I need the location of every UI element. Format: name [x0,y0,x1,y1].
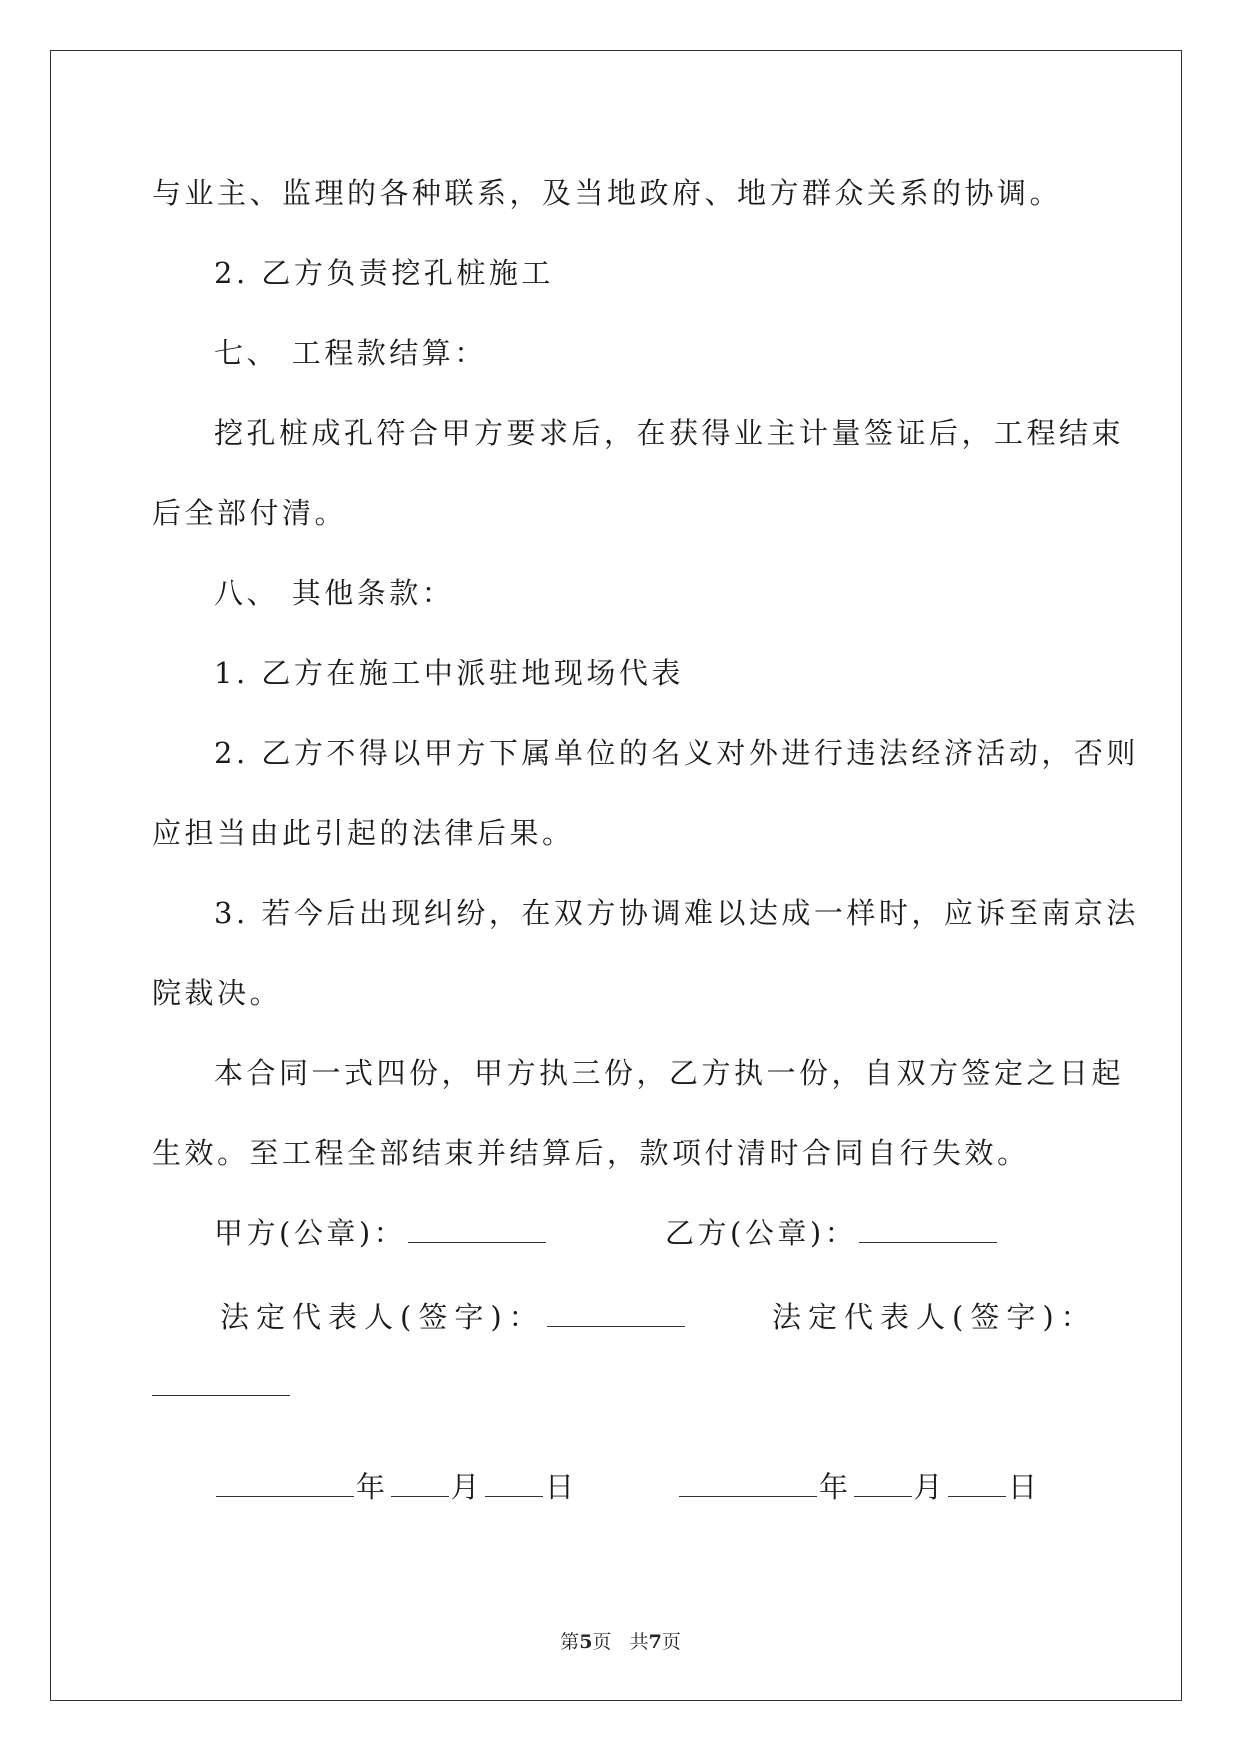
section-heading-other-terms: 八、 其他条款： [214,576,455,610]
page-border [50,50,1182,1701]
clause-3-dispute: 3. 若今后出现纠纷，在双方协调难以达成一样时，应诉至南京法 [214,896,1139,930]
year-blank-b[interactable] [679,1474,817,1497]
day-blank-b[interactable] [948,1474,1006,1497]
party-b-seal-row [665,1216,999,1250]
paragraph-line: 与业主、监理的各种联系，及当地政府、地方群众关系的协调。 [152,176,1063,210]
footer-total-suffix: 页 [661,1631,681,1653]
party-a-seal-label: 甲方(公章)： [214,1216,407,1250]
day-label-a: 日 [545,1470,578,1504]
paragraph-line: 挖孔桩成孔符合甲方要求后，在获得业主计量签证后，工程结束 [214,416,1125,450]
legal-rep-a-blank[interactable] [547,1304,685,1327]
paragraph-copies: 本合同一式四份，甲方执三份，乙方执一份，自双方签定之日起 [214,1056,1125,1090]
clause-2-construction: 2. 乙方负责挖孔桩施工 [214,256,554,290]
party-b-seal-blank[interactable] [859,1220,997,1243]
party-a-seal-row [214,1216,548,1250]
paragraph-line: 应担当由此引起的法律后果。 [152,816,575,850]
footer-prefix: 第 [560,1631,580,1653]
date-row-b [677,1470,1041,1504]
clause-2-prohibition: 2. 乙方不得以甲方下属单位的名义对外进行违法经济活动，否则 [214,736,1139,770]
month-blank-b[interactable] [854,1474,912,1497]
footer-total-prefix: 共 [629,1631,649,1653]
legal-rep-a-label: 法定代表人(签字)： [220,1300,545,1334]
month-blank-a[interactable] [391,1474,449,1497]
month-label-b: 月 [913,1470,947,1504]
page-footer [0,1627,1241,1654]
page-number: 5 [579,1631,593,1653]
paragraph-line: 生效。至工程全部结束并结算后，款项付清时合同自行失效。 [152,1136,1030,1170]
date-row-a [214,1470,578,1504]
clause-1-representative: 1. 乙方在施工中派驻地现场代表 [214,656,684,690]
legal-rep-b-label: 法定代表人(签字)： [772,1300,1097,1334]
legal-rep-a-row [220,1300,687,1334]
year-blank-a[interactable] [216,1474,354,1497]
section-heading-settlement: 七、 工程款结算： [214,336,487,370]
legal-rep-b-row [772,1300,1097,1334]
footer-page-suffix: 页 [592,1631,612,1653]
legal-rep-b-blank[interactable] [152,1395,290,1396]
party-a-seal-blank[interactable] [408,1220,546,1243]
paragraph-line: 院裁决。 [152,976,283,1010]
day-blank-a[interactable] [485,1474,543,1497]
month-label-a: 月 [450,1470,484,1504]
party-b-seal-label: 乙方(公章)： [665,1216,858,1250]
total-pages: 7 [648,1631,662,1653]
year-label-a: 年 [356,1470,389,1504]
day-label-b: 日 [1008,1470,1041,1504]
year-label-b: 年 [819,1470,852,1504]
paragraph-line: 后全部付清。 [152,496,348,530]
